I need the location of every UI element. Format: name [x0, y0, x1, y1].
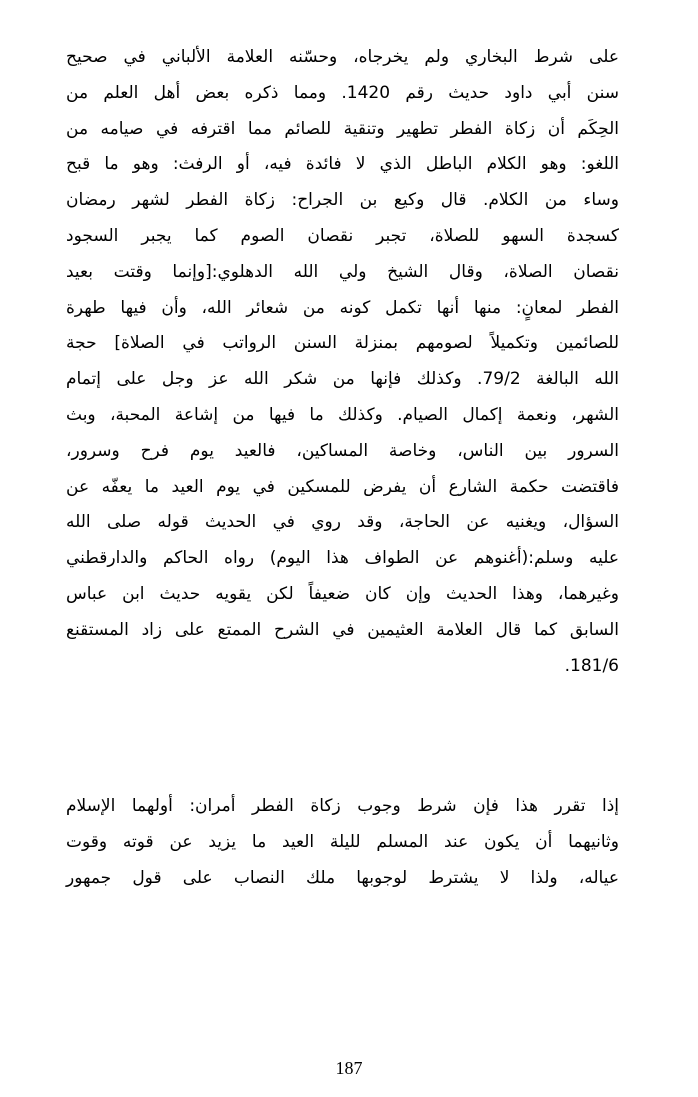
text-line: نقصان الصلاة، وقال الشيخ ولي الله الدهلوي:[وإنما وقتت بعيد [66, 261, 619, 282]
page-number: 187 [335, 1058, 363, 1078]
text-line: للصائمين وتكميلاً لصومهم بمنزلة السنن الرواتب في الصلاة] حجة [66, 333, 619, 354]
text-line: وثانيهما أن يكون عند المسلم لليلة العيد ما يزيد عن قوته وقوت [66, 831, 619, 852]
text-line: اللغو: وهو الكلام الباطل الذي لا فائدة فيه، أو الرفث: وهو ما قبح [66, 154, 619, 175]
text-line: السؤال، ويغنيه عن الحاجة، وقد روي في الحديث قوله صلى الله [66, 512, 619, 533]
text-line: الفطر لمعانٍ: منها أنها تكمل كونه من شعائر الله، وأن فيها طهرة [66, 297, 619, 318]
text-line: وغيرهما، وهذا الحديث وإن كان ضعيفاً لكن يقويه حديث ابن عباس [66, 583, 619, 604]
text-line: فاقتضت حكمة الشارع أن يفرض للمسكين في يوم العيد ما يعفّه عن [66, 476, 619, 497]
text-line: سنن أبي داود حديث رقم 1420. ومما ذكره بعض أهل العلم من [66, 82, 619, 103]
paragraph [66, 40, 619, 684]
text-line: عليه وسلم:(أغنوهم عن الطواف هذا اليوم) رواه الحاكم والدارقطني [66, 548, 619, 569]
text-line: على شرط البخاري ولم يخرجاه، وحسّنه العلامة الألباني في صحيح [66, 47, 619, 67]
text-line: السابق كما قال العلامة العثيمين في الشرح الممتع على زاد المستقنع [66, 619, 619, 640]
text-line: الشهر، ونعمة إكمال الصيام. وكذلك ما فيها من إشاعة المحبة، وبث [66, 404, 619, 425]
text-line: كسجدة السهو للصلاة، تجبر نقصان الصوم كما يجبر السجود [66, 225, 619, 246]
text-line: الله البالغة 79/2. وكذلك فإنها من شكر الله عز وجل على إتمام [66, 369, 619, 390]
paragraph [66, 789, 619, 896]
text-line: عياله، ولذا لا يشترط لوجوبها ملك النصاب على قول جمهور [66, 867, 619, 888]
text-line: 181/6. [564, 655, 619, 676]
text-line: السرور بين الناس، وخاصة المساكين، فالعيد يوم فرح وسرور، [66, 440, 619, 461]
text-line: الحِكَم أن زكاة الفطر تطهير وتنقية للصائم مما اقترفه في صيامه من [66, 118, 619, 139]
text-line: وساء من الكلام. قال وكيع بن الجراح: زكاة الفطر لشهر رمضان [66, 190, 619, 211]
text-line: إذا تقرر هذا فإن شرط وجوب زكاة الفطر أمران: أولهما الإسلام [66, 796, 619, 816]
